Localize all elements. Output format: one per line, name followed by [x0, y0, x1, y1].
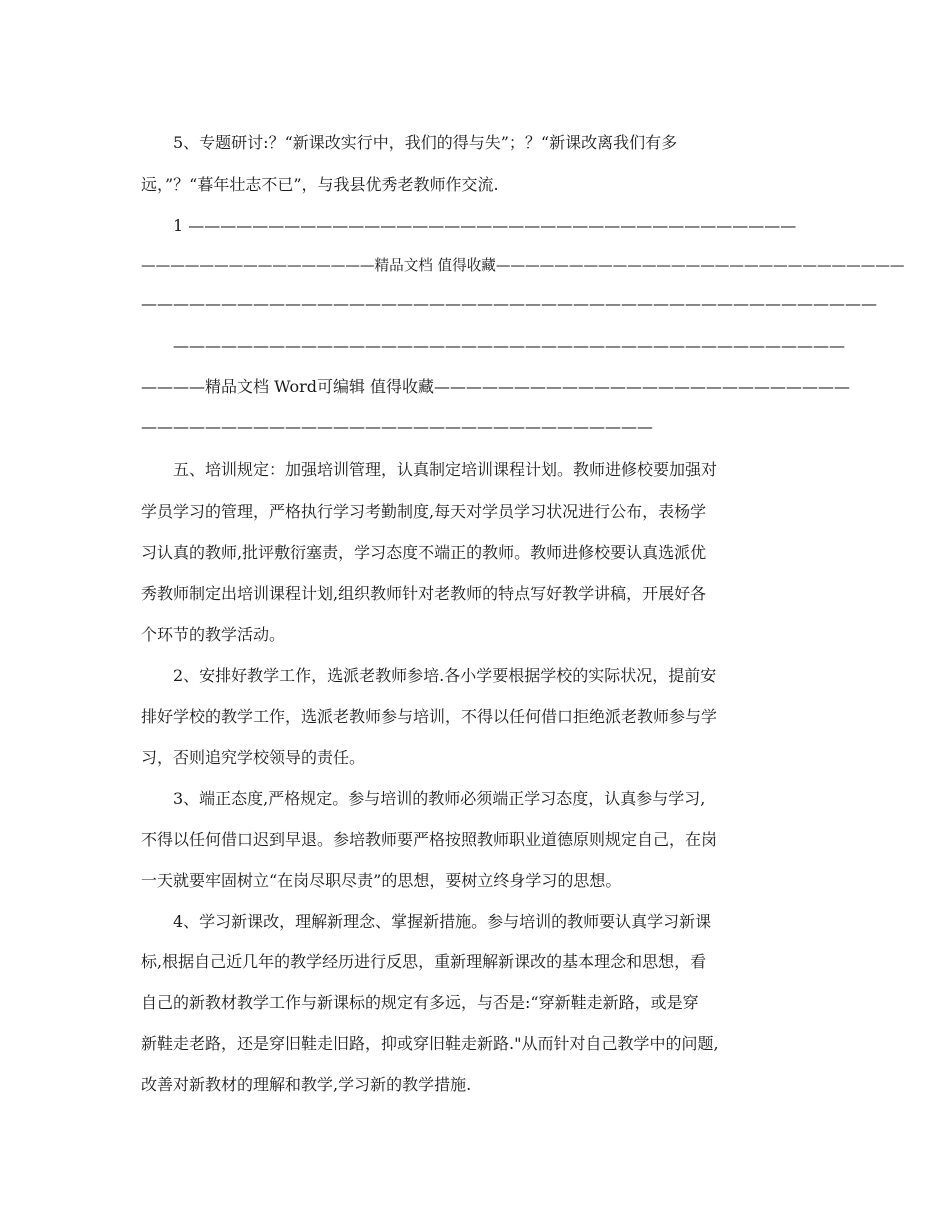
separator-line: 1 ——————————————————————————————————————: [173, 216, 797, 235]
text-line: 4、学习新课改，理解新理念、掌握新措施。参与培训的教师要认真学习新课: [173, 912, 712, 931]
separator-line: ————————————————————————————————: [141, 417, 653, 436]
text-line: 新鞋走老路，还是穿旧鞋走旧路，抑或穿旧鞋走新路."从而针对自己教学中的问题,: [141, 1034, 719, 1053]
text-line: 习，否则追究学校领导的责任。: [141, 748, 366, 767]
separator-line: ——————————————————————————————————————————————: [141, 294, 877, 313]
text-line: 2、安排好教学工作，选派老教师参培.各小学要根据学校的实际状况，提前安: [173, 666, 717, 685]
text-line: 一天就要牢固树立“在岗尽职尽责”的思想，要树立终身学习的思想。: [141, 871, 622, 890]
text-line: 远，”？“暮年壮志不已”，与我县优秀老教师作交流.: [141, 175, 499, 194]
text-line: 改善对新教材的理解和教学,学习新的教学措施.: [141, 1075, 472, 1094]
watermark-line: ————精品文档 Word可编辑 值得收藏——————————————————————————: [141, 377, 851, 396]
text-line: 不得以任何借口迟到早退。参培教师要严格按照教师职业道德原则规定自己，在岗: [141, 830, 718, 849]
text-line: 排好学校的教学工作，选派老教师参与培训，不得以任何借口拒绝派老教师参与学: [141, 707, 718, 726]
text-line: 习认真的教师,批评敷衍塞责，学习态度不端正的教师。教师进修校要认真选派优: [141, 543, 707, 562]
watermark-line: ————————————————精品文档 值得收藏————————————————————————————: [141, 257, 905, 274]
separator-line: ——————————————————————————————————————————: [173, 336, 845, 355]
text-line: 学员学习的管理，严格执行学习考勤制度,每天对学员学习状况进行公布，表杨学: [141, 502, 707, 521]
text-line: 秀教师制定出培训课程计划,组织教师针对老教师的特点写好教学讲稿，开展好各: [141, 584, 707, 603]
text-line: 5、专题研讨:？“新课改实行中，我们的得与失”；？“新课改离我们有多: [173, 133, 678, 152]
text-line: 个环节的教学活动。: [141, 625, 286, 644]
text-line: 标,根据自己近几年的教学经历进行反思，重新理解新课改的基本理念和思想，看: [141, 952, 707, 971]
text-line: 自己的新教材教学工作与新课标的规定有多远，与否是:“穿新鞋走新路，或是穿: [141, 993, 699, 1012]
text-line: 3、端正态度,严格规定。参与培训的教师必须端正学习态度，认真参与学习,: [173, 789, 706, 808]
text-line: 五、培训规定：加强培训管理，认真制定培训课程计划。教师进修校要加强对: [173, 460, 718, 479]
